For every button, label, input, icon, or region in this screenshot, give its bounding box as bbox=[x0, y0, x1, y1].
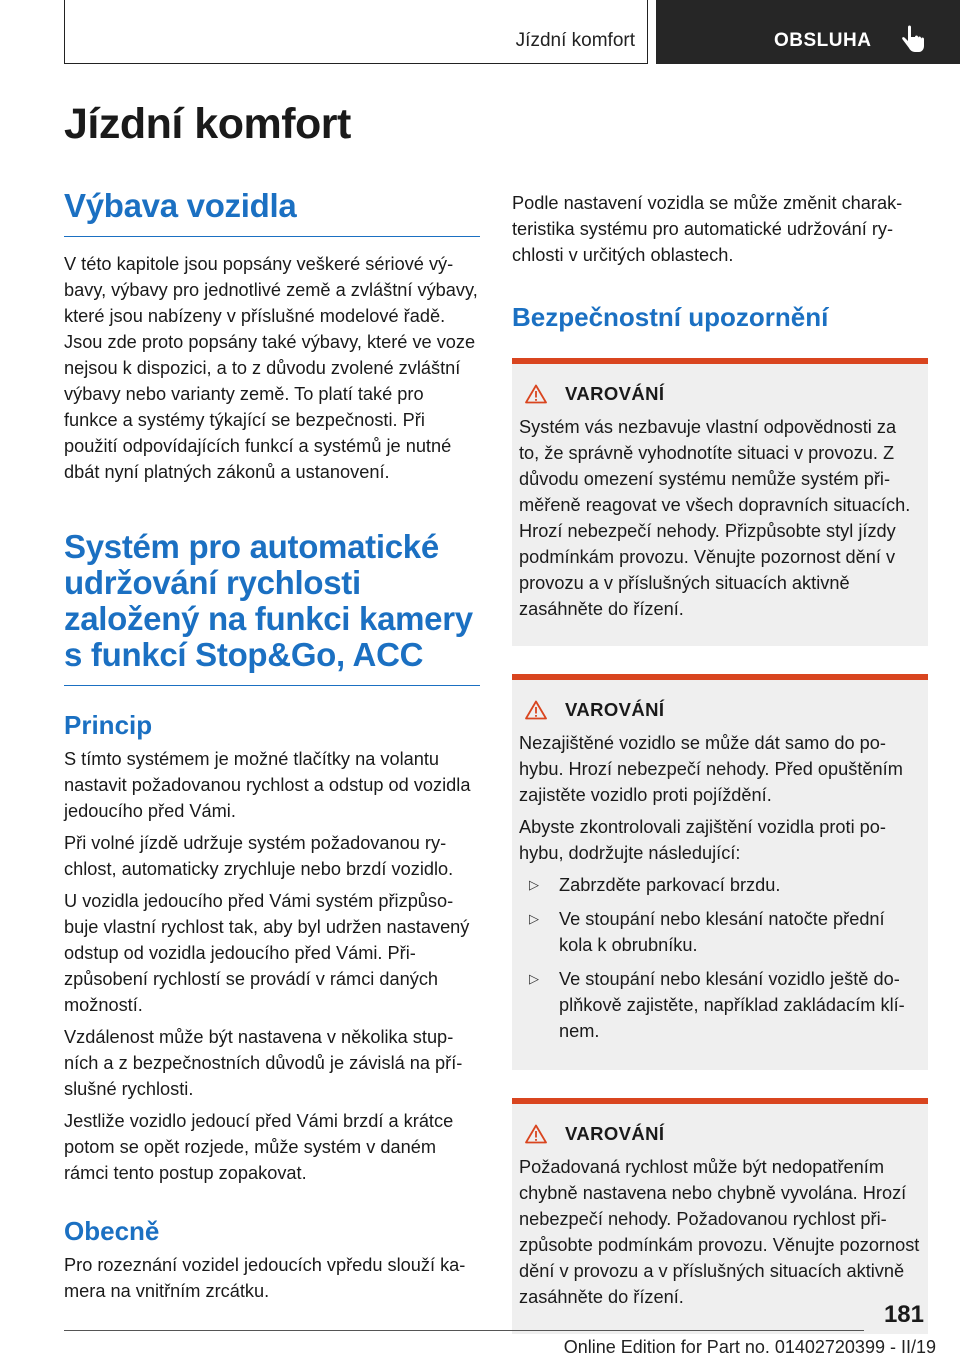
warning-triangle-icon bbox=[525, 384, 547, 404]
paragraph-vybava: V této kapitole jsou popsány veškeré sériové výbavy, výbavy pro jednotlivé země a zvláštní výbavy, které jsou nabízeny v příslušné modelové řadě. Jsou zde proto popsány také výbavy, které ve voze nejsou k dispozici, a to z důvodu zvolené zvláštní výbavy nebo varianty země. To platí také pro funkce a systémy týkající se bezpečnosti. Při použití odpovídajících funkcí a systémů je nutné dbát nyní platných zákonů a ustanovení. bbox=[64, 254, 478, 482]
hand-pointer-icon bbox=[900, 25, 926, 55]
warning-box bbox=[512, 1098, 928, 1334]
section-label: Jízdní komfort bbox=[515, 30, 635, 51]
heading-bezpecnostni-upozorneni: Bezpečnostní upozornění bbox=[512, 302, 829, 332]
triangle-bullet-icon: ▷ bbox=[529, 911, 539, 926]
triangle-bullet-icon: ▷ bbox=[529, 971, 539, 986]
triangle-bullet-icon: ▷ bbox=[529, 877, 539, 892]
page-title: Jízdní komfort bbox=[64, 100, 351, 148]
warning-text: Systém vás nezbavuje vlastní odpovědnosti za to, že správně vyhodnotíte situaci v provozu. Z důvodu omezení systému nemůže systém přiměřeně reagovat ve všech dopravních situacích. Hrozí nebezpečí nehody. Přizpůsobte styl jízdy podmínkám provozu. Věnujte pozornost dění v provozu a v příslušných situacích aktivně zasáhněte do řízení. bbox=[519, 417, 911, 619]
warning-box bbox=[512, 358, 928, 646]
list-item-text: Zabrzděte parkovací brzdu. bbox=[559, 875, 781, 895]
warning-text: Nezajištěné vozidlo se může dát samo do pohybu. Hrozí nebezpečí nehody. Před opuštěním zajistěte vozidlo proti pojíždění. bbox=[519, 733, 903, 805]
heading-acc-system: Systém pro automatické udržování rychlosti založený na funkci kamery s funkcí Stop&Go, ACC bbox=[64, 529, 480, 686]
paragraph-princip-2: Při volné jízdě udržuje systém požadovanou rychlost, automaticky zrychluje nebo brzdí vozidlo. bbox=[64, 833, 454, 879]
right-column bbox=[512, 190, 928, 1362]
paragraph-princip-3: U vozidla jedoucího před Vámi systém přizpůsobuje vlastní rychlost tak, aby byl udržen nastavený odstup od vozidla jedoucího před Vámi. Přizpůsobení rychlostí se provádí v rámci daných možností. bbox=[64, 891, 470, 1015]
chapter-tab-label: OBSLUHA bbox=[774, 30, 872, 51]
paragraph-princip-5: Jestliže vozidlo jedoucí před Vámi brzdí a krátce potom se opět rozjede, může systém v daném rámci tento postup zopakovat. bbox=[64, 1111, 454, 1183]
page-number: 181 bbox=[883, 1301, 924, 1328]
chapter-tab bbox=[656, 0, 960, 64]
heading-vybava-vozidla: Výbava vozidla bbox=[64, 188, 480, 237]
warning-title: VAROVÁNÍ bbox=[565, 699, 665, 720]
warning-text: Abyste zkontrolovali zajištění vozidla proti pohybu, dodržujte následující: bbox=[519, 817, 886, 863]
list-item bbox=[519, 966, 920, 1044]
warning-triangle-icon bbox=[525, 1124, 547, 1144]
list-item-text: Ve stoupání nebo klesání vozidlo ještě doplňkově zajistěte, například zakládacím klínem. bbox=[559, 969, 905, 1041]
heading-princip: Princip bbox=[64, 710, 153, 740]
warning-title: VAROVÁNÍ bbox=[565, 1123, 665, 1144]
left-column bbox=[64, 188, 480, 1310]
warning-box bbox=[512, 674, 928, 1070]
bullet-list bbox=[519, 872, 920, 1044]
warning-text: Požadovaná rychlost může být nedopatřením chybně nastavena nebo chybně vyvolána. Hrozí nebezpečí nehody. Požadovanou rychlost přizpůsobte podmínkám provozu. Věnujte pozornost dění v provozu a v příslušných situacích aktivně zasáhněte do řízení. bbox=[519, 1157, 920, 1307]
heading-obecne: Obecně bbox=[64, 1216, 160, 1246]
footer-divider bbox=[64, 1330, 864, 1331]
paragraph-princip-4: Vzdálenost může být nastavena v několika stupních a z bezpečnostních důvodů je závislá na příslušné rychlosti. bbox=[64, 1027, 463, 1099]
paragraph-princip-1: S tímto systémem je možné tlačítky na volantu nastavit požadovanou rychlost a odstup od vozidla jedoucího před Vámi. bbox=[64, 749, 471, 821]
list-item-text: Ve stoupání nebo klesání natočte přední kola k obrubníku. bbox=[559, 909, 885, 955]
list-item bbox=[519, 872, 920, 898]
running-header bbox=[64, 0, 648, 64]
list-item bbox=[519, 906, 920, 958]
warning-title: VAROVÁNÍ bbox=[565, 383, 665, 404]
edition-note: Online Edition for Part no. 01402720399 - II/19 bbox=[563, 1337, 936, 1357]
warning-triangle-icon bbox=[525, 700, 547, 720]
paragraph-obecne: Pro rozeznání vozidel jedoucích vpředu slouží kamera na vnitřním zrcátku. bbox=[64, 1255, 466, 1301]
paragraph-intro: Podle nastavení vozidla se může změnit charakteristika systému pro automatické udržování rychlosti v určitých oblastech. bbox=[512, 193, 903, 265]
